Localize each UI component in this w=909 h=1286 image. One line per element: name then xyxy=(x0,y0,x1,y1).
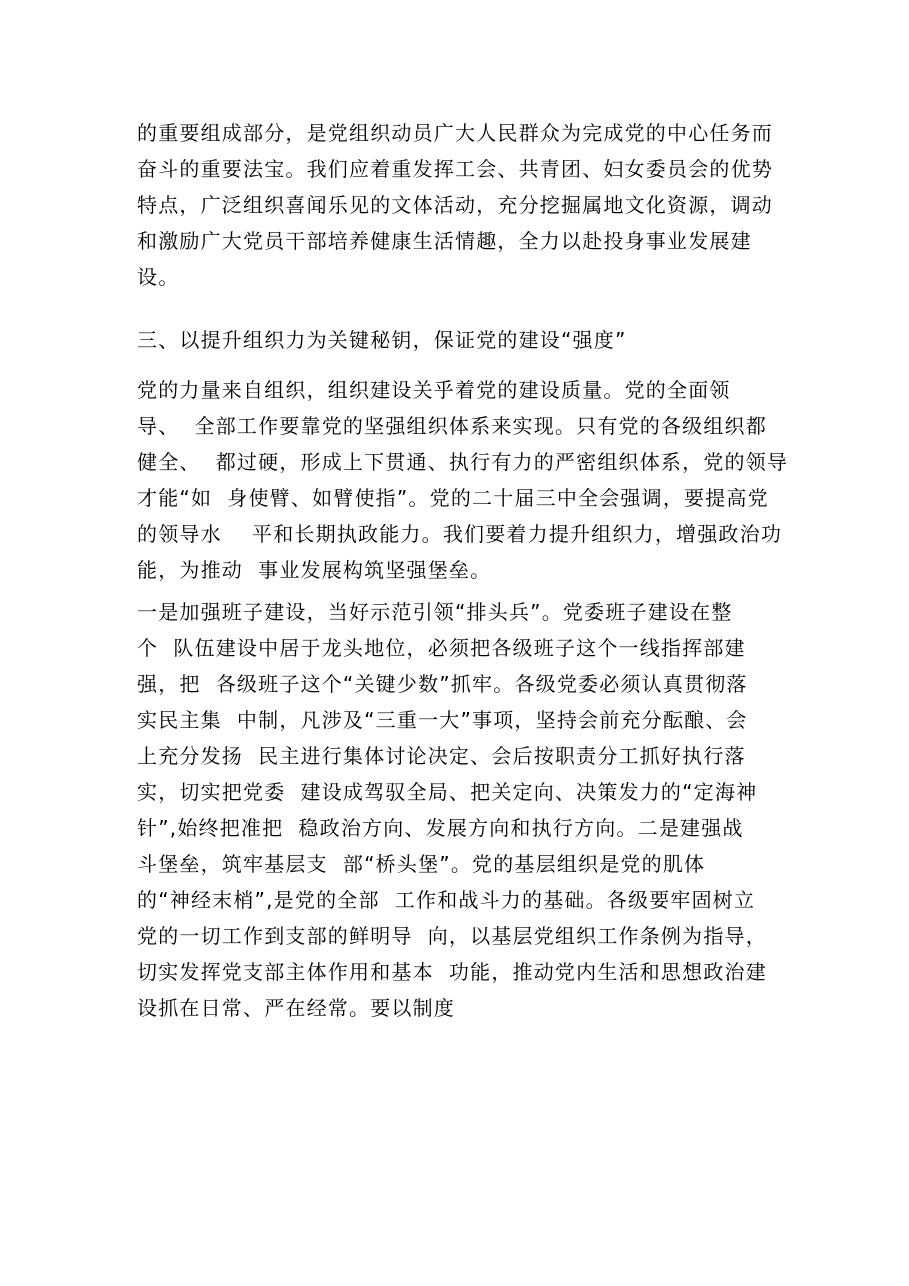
text-line: 切实发挥党支部主体作用和基本 功能，推动党内生活和思想政治建 xyxy=(137,960,767,984)
text-line: 的“神经末梢”,是党的全部 工作和战斗力的基础。各级要牢固树立 xyxy=(137,888,756,912)
text-line: 三、以提升组织力为关键秘钥，保证党的建设“强度” xyxy=(137,328,627,352)
paragraph-organization xyxy=(137,372,797,588)
text-line: 的领导水 平和长期执政能力。我们要着力提升组织力，增强政治功 xyxy=(137,522,783,546)
text-line: 实，切实把党委 建设成驾驭全局、把关定向、决策发力的“定海神 xyxy=(137,780,758,804)
text-line: 才能“如 身使臂、如臂使指”。党的二十届三中全会强调，要提高党 xyxy=(137,486,769,510)
paragraph-continuation xyxy=(137,115,797,295)
text-line: 能，为推动 事业发展构筑坚强堡垒。 xyxy=(137,558,492,582)
section-heading xyxy=(137,322,797,358)
text-line: 导、 全部工作要靠党的坚强组织体系来实现。只有党的各级组织都 xyxy=(137,414,767,438)
text-line: 针”,始终把准把 稳政治方向、发展方向和执行方向。二是建强战 xyxy=(137,816,744,840)
text-line: 设抓在日常、严在经常。要以制度 xyxy=(137,996,455,1020)
text-line: 奋斗的重要法宝。我们应着重发挥工会、共青团、妇女委员会的优势 xyxy=(137,157,773,181)
text-line: 党的力量来自组织，组织建设关乎着党的建设质量。党的全面领 xyxy=(137,378,731,402)
text-line: 和激励广大党员干部培养健康生活情趣，全力以赴投身事业发展建 xyxy=(137,229,752,253)
text-line: 上充分发扬 民主进行集体讨论决定、会后按职责分工抓好执行落 xyxy=(137,744,746,768)
text-line: 特点，广泛组织喜闻乐见的文体活动，充分挖掘属地文化资源，调动 xyxy=(137,193,773,217)
text-line: 健全、 都过硬，形成上下贯通、执行有力的严密组织体系，党的领导 xyxy=(137,450,789,474)
text-line: 一是加强班子建设，当好示范引领“排头兵”。党委班子建设在整 xyxy=(137,600,733,624)
text-line: 党的一切工作到支部的鲜明导 向，以基层党组织工作条例为指导， xyxy=(137,924,767,948)
text-line: 实民主集 中制，凡涉及“三重一大”事项，坚持会前充分酝酿、会 xyxy=(137,708,748,732)
text-line: 设。 xyxy=(137,265,180,289)
text-line: 强，把 各级班子这个“关键少数”抓牢。各级党委必须认真贯彻落 xyxy=(137,672,748,696)
text-line: 斗堡垒，筑牢基层支 部“桥头堡”。党的基层组织是党的肌体 xyxy=(137,852,706,876)
paragraph-leadership xyxy=(137,594,797,1026)
text-line: 的重要组成部分，是党组织动员广大人民群众为完成党的中心任务而 xyxy=(137,121,773,145)
text-line: 个 队伍建设中居于龙头地位，必须把各级班子这个一线指挥部建 xyxy=(137,636,746,660)
